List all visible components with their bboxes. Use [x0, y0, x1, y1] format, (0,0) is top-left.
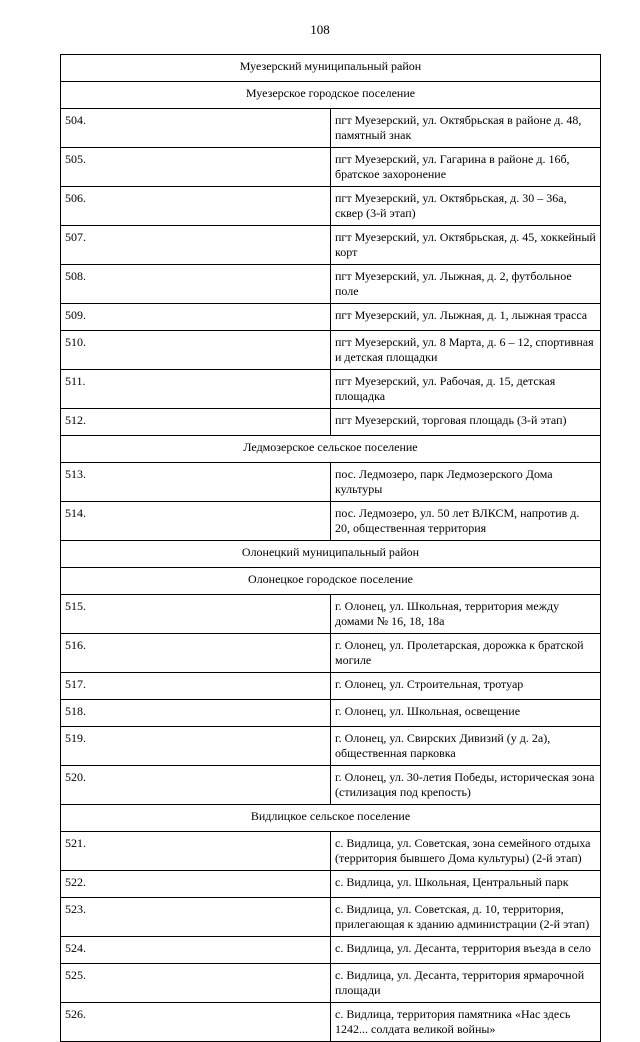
- row-number: 522.: [61, 871, 331, 898]
- row-description: с. Видлица, территория памятника «Нас здесь 1242... солдата великой войны»: [331, 1003, 601, 1042]
- row-description: пос. Ледмозеро, ул. 50 лет ВЛКСМ, напротив д. 20, общественная территория: [331, 502, 601, 541]
- row-description: с. Видлица, ул. Советская, зона семейного отдыха (территория бывшего Дома культуры) (2-й этап): [331, 832, 601, 871]
- row-number: 519.: [61, 727, 331, 766]
- section-header-row: [61, 568, 601, 595]
- row-description: г. Олонец, ул. 30-летия Победы, историческая зона (стилизация под крепость): [331, 766, 601, 805]
- table-row: [61, 109, 601, 148]
- table-row: [61, 898, 601, 937]
- table-row: [61, 832, 601, 871]
- row-description: пгт Муезерский, ул. Рабочая, д. 15, детская площадка: [331, 370, 601, 409]
- row-description: пгт Муезерский, ул. Октябрьская в районе д. 48, памятный знак: [331, 109, 601, 148]
- table-row: [61, 187, 601, 226]
- row-number: 510.: [61, 331, 331, 370]
- row-number: 518.: [61, 700, 331, 727]
- table-row: [61, 634, 601, 673]
- table-row: [61, 409, 601, 436]
- page-number: 108: [310, 22, 330, 37]
- row-description: с. Видлица, ул. Школьная, Центральный парк: [331, 871, 601, 898]
- section-header-row: [61, 82, 601, 109]
- row-number: 526.: [61, 1003, 331, 1042]
- table-row: [61, 265, 601, 304]
- row-number: 521.: [61, 832, 331, 871]
- section-title: Муезерское городское поселение: [61, 82, 601, 109]
- table-row: [61, 370, 601, 409]
- row-description: г. Олонец, ул. Пролетарская, дорожка к братской могиле: [331, 634, 601, 673]
- row-number: 513.: [61, 463, 331, 502]
- row-number: 514.: [61, 502, 331, 541]
- section-title: Олонецкое городское поселение: [61, 568, 601, 595]
- row-number: 515.: [61, 595, 331, 634]
- section-title: Видлицкое сельское поселение: [61, 805, 601, 832]
- row-description: пгт Муезерский, ул. Октябрьская, д. 45, хоккейный корт: [331, 226, 601, 265]
- row-description: пгт Муезерский, торговая площадь (3-й этап): [331, 409, 601, 436]
- section-title: Муезерский муниципальный район: [61, 55, 601, 82]
- table-row: [61, 502, 601, 541]
- section-title: Ледмозерское сельское поселение: [61, 436, 601, 463]
- row-description: пгт Муезерский, ул. Лыжная, д. 1, лыжная трасса: [331, 304, 601, 331]
- row-description: г. Олонец, ул. Школьная, территория между домами № 16, 18, 18а: [331, 595, 601, 634]
- table-row: [61, 727, 601, 766]
- row-number: 516.: [61, 634, 331, 673]
- row-number: 505.: [61, 148, 331, 187]
- table-row: [61, 700, 601, 727]
- table-row: [61, 595, 601, 634]
- row-description: пгт Муезерский, ул. Гагарина в районе д. 16б, братское захоронение: [331, 148, 601, 187]
- row-description: пгт Муезерский, ул. 8 Марта, д. 6 – 12, спортивная и детская площадки: [331, 331, 601, 370]
- table-row: [61, 331, 601, 370]
- section-header-row: [61, 55, 601, 82]
- row-description: г. Олонец, ул. Свирских Дивизий (у д. 2а), общественная парковка: [331, 727, 601, 766]
- row-number: 512.: [61, 409, 331, 436]
- objects-table: [60, 54, 601, 1042]
- section-header-row: [61, 805, 601, 832]
- section-header-row: [61, 541, 601, 568]
- table-row: [61, 304, 601, 331]
- row-description: пос. Ледмозеро, парк Ледмозерского Дома культуры: [331, 463, 601, 502]
- table-body: [61, 55, 601, 1042]
- row-number: 524.: [61, 937, 331, 964]
- row-number: 506.: [61, 187, 331, 226]
- section-header-row: [61, 436, 601, 463]
- table-row: [61, 871, 601, 898]
- table-row: [61, 766, 601, 805]
- row-number: 523.: [61, 898, 331, 937]
- row-description: пгт Муезерский, ул. Лыжная, д. 2, футбольное поле: [331, 265, 601, 304]
- table-row: [61, 463, 601, 502]
- table-row: [61, 148, 601, 187]
- table-row: [61, 937, 601, 964]
- row-number: 517.: [61, 673, 331, 700]
- section-title: Олонецкий муниципальный район: [61, 541, 601, 568]
- row-description: г. Олонец, ул. Строительная, тротуар: [331, 673, 601, 700]
- row-description: с. Видлица, ул. Десанта, территория ярмарочной площади: [331, 964, 601, 1003]
- row-number: 507.: [61, 226, 331, 265]
- row-number: 508.: [61, 265, 331, 304]
- table-row: [61, 226, 601, 265]
- row-number: 511.: [61, 370, 331, 409]
- row-number: 509.: [61, 304, 331, 331]
- row-number: 525.: [61, 964, 331, 1003]
- row-description: с. Видлица, ул. Десанта, территория въезда в село: [331, 937, 601, 964]
- table-row: [61, 964, 601, 1003]
- table-row: [61, 673, 601, 700]
- row-number: 504.: [61, 109, 331, 148]
- row-description: г. Олонец, ул. Школьная, освещение: [331, 700, 601, 727]
- row-number: 520.: [61, 766, 331, 805]
- table-row: [61, 1003, 601, 1042]
- row-description: с. Видлица, ул. Советская, д. 10, территория, прилегающая к зданию администрации (2-й этап): [331, 898, 601, 937]
- row-description: пгт Муезерский, ул. Октябрьская, д. 30 – 36а, сквер (3-й этап): [331, 187, 601, 226]
